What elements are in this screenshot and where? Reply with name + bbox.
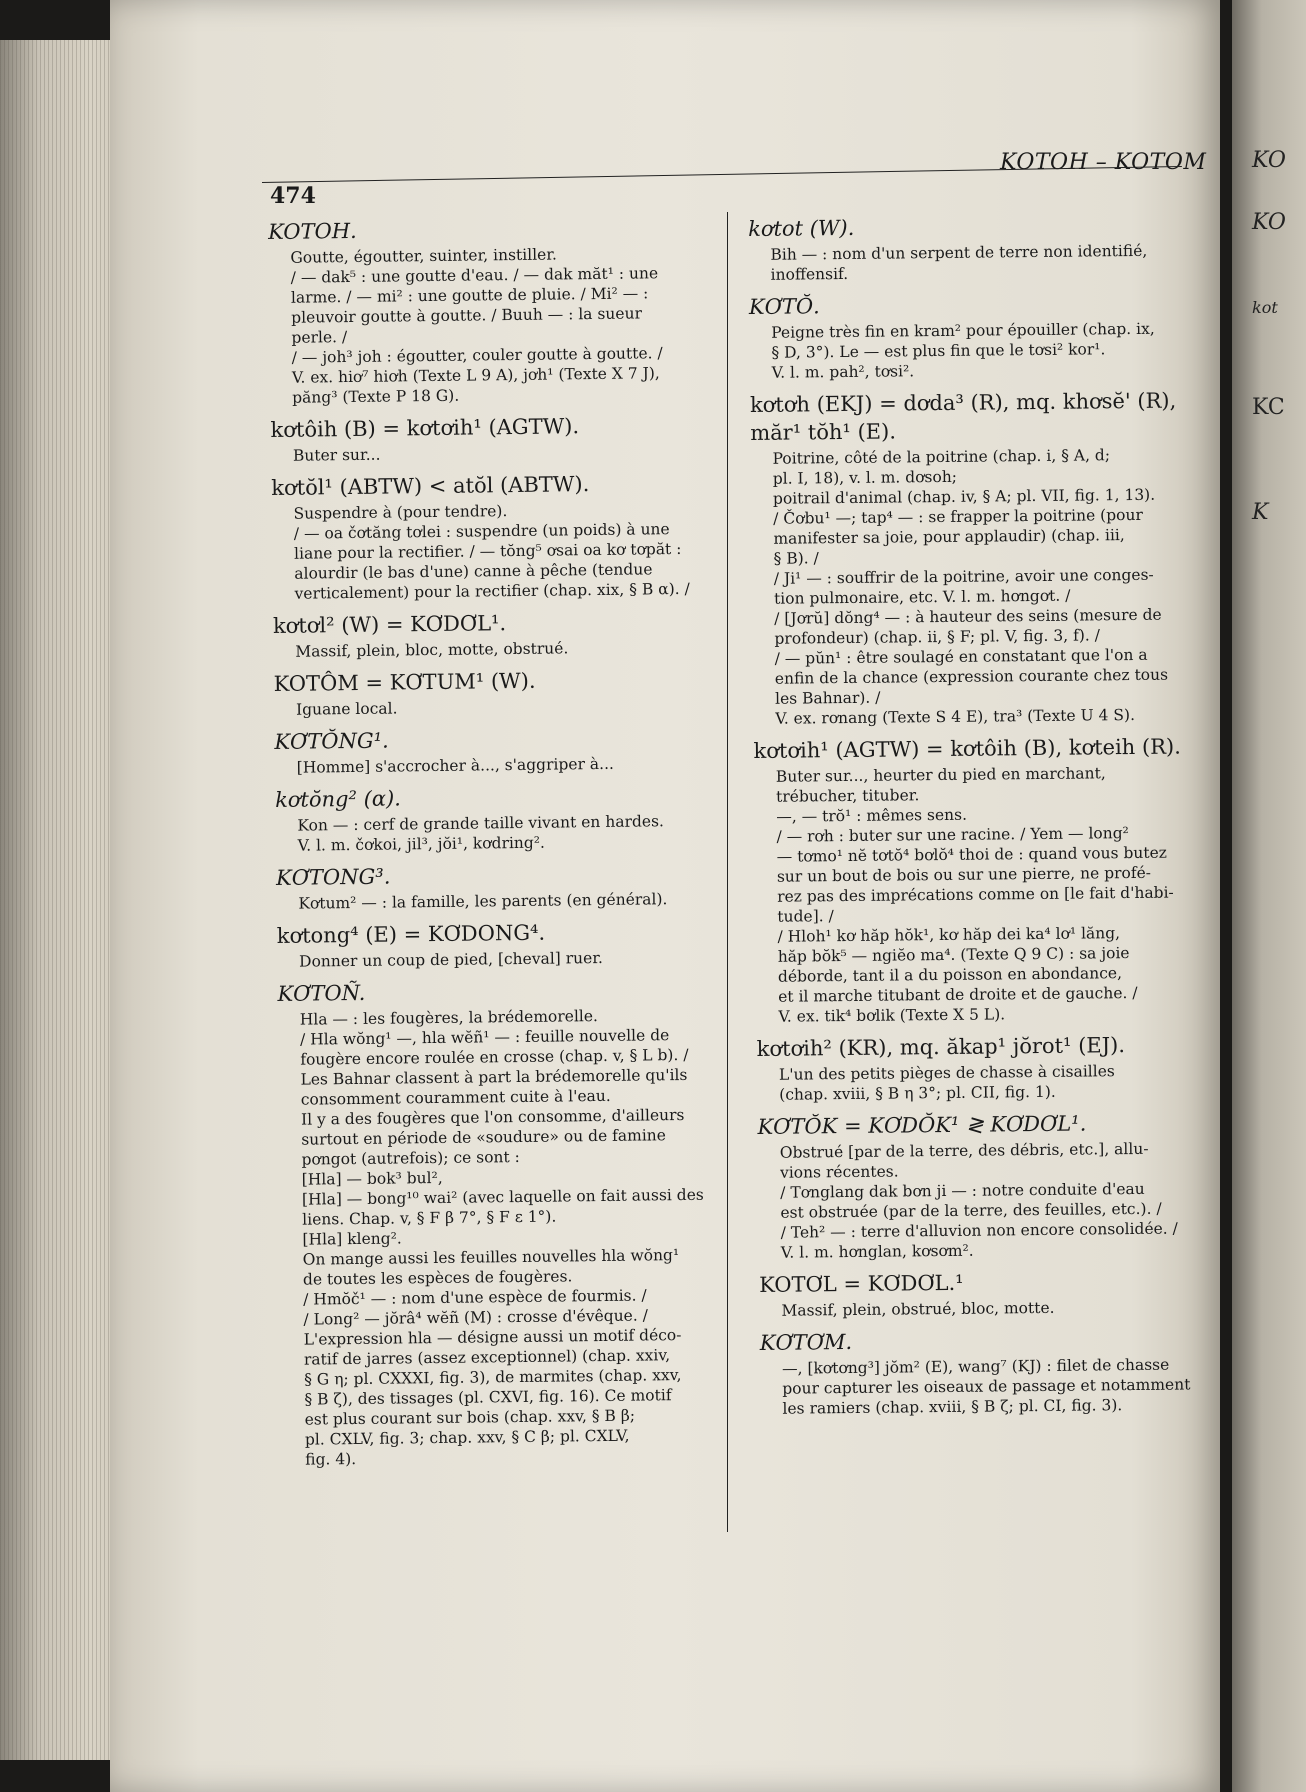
entry-headword: kơtơh (EKJ) = dơda³ (R), mq. khơsĕ' (R), măr¹ tŏh¹ (E).: [749, 388, 1177, 445]
definition-line: Goutte, égoutter, suinter, instiller.: [290, 245, 557, 267]
entry-headword: kơtong⁴ (E) = KƠDONG⁴.: [276, 920, 546, 948]
entry-definition: [273, 637, 713, 662]
definition-line: trébucher, tituber.: [775, 786, 920, 806]
definition-line: alourdir (le bas d'une) canne à pêche (tendue: [294, 560, 653, 583]
definition-line: Suspendre à (pour tendre).: [293, 502, 508, 523]
definition-line: On mange aussi les feuilles nouvelles hla wŏng¹: [302, 1246, 680, 1269]
definition-line: / Long² — jŏrâ⁴ wĕñ (M) : crosse d'évêque. /: [303, 1306, 648, 1329]
definition-line: Donner un coup de pied, [cheval] ruer.: [298, 948, 604, 971]
entry-definition: [759, 1296, 1199, 1321]
entry-definition: [278, 1005, 724, 1470]
entry-headword: KƠTONG³.: [275, 864, 391, 890]
entry-headword: kơtŏl¹ (ABTW) < atŏl (ABTW).: [271, 472, 590, 500]
entry-headword: KƠTŎK = KƠDŎK¹ ≷ KƠDƠL¹.: [757, 1111, 1087, 1139]
entry-headword: KƠTƠM.: [759, 1329, 853, 1355]
entry-definition: [757, 1060, 1197, 1105]
definition-line: de toutes les espèces de fougères.: [302, 1267, 573, 1289]
definition-line: les Bahnar). /: [774, 688, 881, 708]
definition-line: Les Bahnar classent à part la brédemorelle qu'ils: [300, 1065, 688, 1089]
definition-line: Hla — : les fougères, la brédemorelle.: [299, 1007, 599, 1029]
definition-line: Massif, plein, obstrué, bloc, motte.: [781, 1298, 1055, 1320]
definition-line: consomment couramment cuite à l'eau.: [300, 1086, 611, 1109]
entry-headword: kơtơih² (KR), mq. ăkap¹ jŏrot¹ (EJ).: [756, 1033, 1126, 1061]
definition-line: Peigne très fin en kram² pour épouiller (chap. ix,: [771, 319, 1155, 342]
definition-line: / Čơbu¹ —; tap⁴ — : se frapper la poitrine (pour: [773, 505, 1143, 528]
definition-line: [Hla] kleng².: [302, 1229, 402, 1249]
definition-line: hăp bŏk⁵ — ngiĕo ma⁴. (Texte Q 9 C) : sa joie: [777, 944, 1130, 966]
dictionary-entry: [271, 469, 713, 604]
definition-line: Il y a des fougères que l'on consomme, d'ailleurs: [300, 1105, 685, 1129]
definition-line: larme. / — mi² : une goutte de pluie. / Mi² — :: [290, 284, 649, 307]
definition-line: manifester sa joie, pour applaudir) (chap. iii,: [773, 526, 1125, 548]
definition-line: [Hla] — bok³ bul²,: [301, 1168, 443, 1189]
definition-line: tude]. /: [777, 907, 834, 926]
dictionary-entry: [274, 723, 715, 778]
dictionary-entry: [749, 288, 1190, 383]
definition-line: § G η; pl. CXXXI, fig. 3), de marmites (chap. xxv,: [304, 1366, 682, 1389]
definition-line: V. l. m. pah², tơsi².: [771, 362, 915, 382]
entry-definition: [275, 753, 715, 778]
entry-headword: KOTOH.: [268, 218, 357, 244]
definition-line: Buter sur...: [292, 445, 381, 465]
dictionary-entry: [757, 1030, 1198, 1105]
dictionary-entry: [273, 607, 714, 662]
definition-line: — tơmo¹ nĕ tơtŏ⁴ bơlŏ⁴ thoi de : quand vous butez: [776, 843, 1167, 866]
definition-line: —, [kơtơng³] jŏm² (E), wang⁷ (KJ) : filet de chasse: [781, 1355, 1170, 1378]
definition-line: / Hla wŏng¹ —, hla wĕñ¹ — : feuille nouvelle de: [299, 1026, 670, 1049]
entry-definition: [754, 762, 1197, 1027]
definition-line: / Ji¹ — : souffrir de la poitrine, avoir une conges-: [773, 565, 1154, 588]
facing-page-edge: [1232, 0, 1306, 1792]
definition-line: déborde, tant il a du poisson en abondance,: [777, 964, 1123, 986]
definition-line: et il marche titubant de droite et de gauche. /: [778, 983, 1138, 1006]
dictionary-entry: [268, 213, 710, 408]
dictionary-entry: [277, 975, 723, 1470]
entry-definition: [271, 499, 712, 604]
definition-line: —, — trŏ¹ : mêmes sens.: [776, 805, 968, 826]
definition-line: / — joh³ joh : égoutter, couler goutte à goutte. /: [291, 344, 663, 367]
dictionary-entry: [270, 411, 711, 466]
dictionary-entry: [757, 1108, 1199, 1263]
entry-definition: [268, 243, 710, 408]
definition-line: Obstrué [par de la terre, des débris, etc.], allu-: [779, 1139, 1149, 1162]
definition-line: § B ζ), des tissages (pl. CXVI, fig. 16). Ce motif: [304, 1386, 672, 1409]
entry-headword: kơtot (W).: [748, 215, 855, 241]
running-head: KOTOH – KOTOM: [1000, 150, 1207, 175]
entry-definition: [758, 1138, 1199, 1263]
entry-definition: [760, 1354, 1201, 1419]
entry-headword: kơtơl² (W) = KƠDƠL¹.: [272, 611, 507, 638]
entry-definition: [271, 441, 711, 466]
definition-line: V. l. m. čơkoi, jil³, jŏi¹, kơdring².: [297, 833, 546, 855]
dictionary-entry: [760, 1324, 1201, 1419]
definition-line: / Teh² — : terre d'alluvion non encore consolidée. /: [780, 1219, 1178, 1242]
dictionary-entry: [276, 859, 717, 914]
definition-line: liens. Chap. v, § F β 7°, § F ε 1°).: [302, 1207, 557, 1229]
facing-page-fragment: KO: [1252, 210, 1286, 235]
definition-line: est plus courant sur bois (chap. xxv, § B β;: [304, 1406, 636, 1429]
definition-line: Bih — : nom d'un serpent de terre non identifié,: [770, 241, 1148, 264]
definition-line: (chap. xviii, § B η 3°; pl. CII, fig. 1).: [779, 1082, 1056, 1104]
definition-line: liane pour la rectifier. / — tŏng⁵ ơsai oa kơ tơpăt :: [293, 539, 682, 563]
definition-line: enfin de la chance (expression courante chez tous: [774, 665, 1169, 688]
definition-line: Massif, plein, bloc, motte, obstrué.: [295, 639, 569, 661]
definition-line: [Hla] — bong¹⁰ wai² (avec laquelle on fait aussi des: [301, 1185, 704, 1209]
entry-definition: [748, 240, 1188, 285]
definition-line: / — dak⁵ : une goutte d'eau. / — dak măt¹ : une: [290, 264, 659, 287]
entry-headword: KƠTŎNG¹.: [274, 728, 389, 754]
entry-definition: [277, 947, 717, 972]
definition-line: L'expression hla — désigne aussi un motif déco-: [303, 1326, 682, 1349]
definition-line: Buter sur..., heurter du pied en marchant,: [775, 764, 1106, 786]
definition-line: verticalement) pour la rectifier (chap. xix, § B α). /: [294, 579, 690, 603]
definition-line: L'un des petits pièges de chasse à cisailles: [778, 1062, 1115, 1084]
definition-line: V. ex. rơnang (Texte S 4 E), tra³ (Texte U 4 S).: [775, 705, 1136, 728]
definition-line: Kơtum² — : la famille, les parents (en général).: [298, 890, 668, 913]
entry-definition: [750, 444, 1193, 729]
entry-headword: kơtơih¹ (AGTW) = kơtôih (B), kơteih (R).: [753, 734, 1181, 763]
entry-headword: KƠTOÑ.: [277, 980, 366, 1006]
definition-line: les ramiers (chap. xviii, § B ζ; pl. CI, fig. 3).: [782, 1396, 1123, 1418]
dictionary-entry: [753, 732, 1196, 1027]
definition-line: tion pulmonaire, etc. V. l. m. hơngơt. /: [773, 586, 1071, 608]
definition-line: pơngot (autrefois); ce sont :: [301, 1147, 520, 1169]
definition-line: Poitrine, côté de la poitrine (chap. i, § A, d;: [772, 446, 1111, 468]
definition-line: V. l. m. hơnglan, kơsơm².: [780, 1241, 974, 1262]
definition-line: rez pas des imprécations comme on [le fait d'habi-: [777, 883, 1174, 906]
definition-line: Iguane local.: [295, 699, 398, 719]
definition-line: § B). /: [773, 549, 819, 568]
entry-headword: KƠTŎ.: [748, 294, 820, 319]
definition-line: est obstruée (par de la terre, des feuilles, etc.). /: [780, 1199, 1162, 1222]
entry-headword: KOTÔM = KƠTUM¹ (W).: [273, 668, 536, 696]
left-column: [268, 213, 723, 1478]
definition-line: inoffensif.: [770, 264, 849, 284]
definition-line: perle. /: [291, 328, 348, 347]
definition-line: vions récentes.: [779, 1162, 899, 1182]
definition-line: [Homme] s'accrocher à..., s'aggriper à...: [296, 754, 614, 777]
definition-line: păng³ (Texte P 18 G).: [292, 386, 460, 407]
facing-page-fragment: KC: [1252, 395, 1285, 420]
entry-definition: [274, 695, 714, 720]
entry-headword: KOTƠL = KƠDƠL.¹: [759, 1270, 964, 1297]
dictionary-entry: [748, 210, 1189, 285]
definition-line: V. ex. hiơ⁷ hiơh (Texte L 9 A), jơh¹ (Texte X 7 J),: [291, 364, 660, 387]
definition-line: / — pŭn¹ : être soulagé en constatant que l'on a: [774, 645, 1148, 668]
definition-line: / Hloh¹ kơ hăp hŏk¹, kơ hăp dei ka⁴ lơ¹ lăng,: [777, 924, 1121, 946]
column-divider: [727, 212, 728, 1532]
facing-page-fragment: KO: [1252, 148, 1286, 173]
definition-line: V. ex. tik⁴ bơlik (Texte X 5 L).: [778, 1005, 1006, 1026]
definition-line: pour capturer les oiseaux de passage et notamment: [782, 1375, 1191, 1398]
entry-headword: kơtŏng² (α).: [274, 786, 402, 812]
entry-definition: [275, 811, 715, 856]
facing-page-fragment: K: [1252, 500, 1269, 525]
definition-line: pl. I, 18), v. l. m. dơsoh;: [772, 467, 958, 488]
dictionary-entry: [275, 781, 716, 856]
definition-line: fig. 4).: [305, 1450, 357, 1469]
dictionary-entry: [750, 386, 1194, 729]
definition-line: Kon — : cerf de grande taille vivant en hardes.: [297, 812, 665, 835]
definition-line: sur un bout de bois ou sur une pierre, ne profé-: [776, 863, 1152, 886]
dictionary-entry: [277, 917, 718, 972]
definition-line: pl. CXLV, fig. 3; chap. xxv, § C β; pl. CXLV,: [304, 1426, 630, 1449]
definition-line: / — oa čơtăng tơlei : suspendre (un poids) à une: [293, 520, 670, 543]
dictionary-entry: [759, 1266, 1199, 1321]
entry-headword: kơtôih (B) = kơtơih¹ (AGTW).: [270, 414, 580, 442]
definition-line: profondeur) (chap. ii, § F; pl. V, fig. 3, f). /: [774, 626, 1100, 648]
definition-line: pleuvoir goutte à goutte. / Buuh — : la sueur: [291, 304, 643, 327]
right-column: [748, 210, 1201, 1427]
definition-line: / Hmŏč¹ — : nom d'une espèce de fourmis. /: [303, 1286, 647, 1309]
definition-line: / [Jơrŭ] dŏng⁴ — : à hauteur des seins (mesure de: [774, 605, 1162, 628]
entry-definition: [276, 889, 716, 914]
definition-line: poitrail d'animal (chap. iv, § A; pl. VII, fig. 1, 13).: [772, 485, 1156, 508]
page-number: 474: [270, 183, 316, 209]
definition-line: / Tơnglang dak bơn ji — : notre conduite d'eau: [780, 1179, 1145, 1202]
facing-page-fragment: kot: [1252, 298, 1278, 317]
definition-line: surtout en période de «soudure» ou de famine: [301, 1126, 667, 1149]
definition-line: ratif de jarres (assez exceptionnel) (chap. xxiv,: [303, 1346, 671, 1369]
entry-definition: [749, 318, 1190, 383]
definition-line: § D, 3°). Le — est plus fin que le tơsi² kor¹.: [771, 340, 1106, 362]
dictionary-entry: [274, 665, 715, 720]
definition-line: fougère encore roulée en crosse (chap. v, § L b). /: [300, 1045, 689, 1069]
definition-line: / — rơh : buter sur une racine. / Yem — long²: [776, 824, 1129, 846]
